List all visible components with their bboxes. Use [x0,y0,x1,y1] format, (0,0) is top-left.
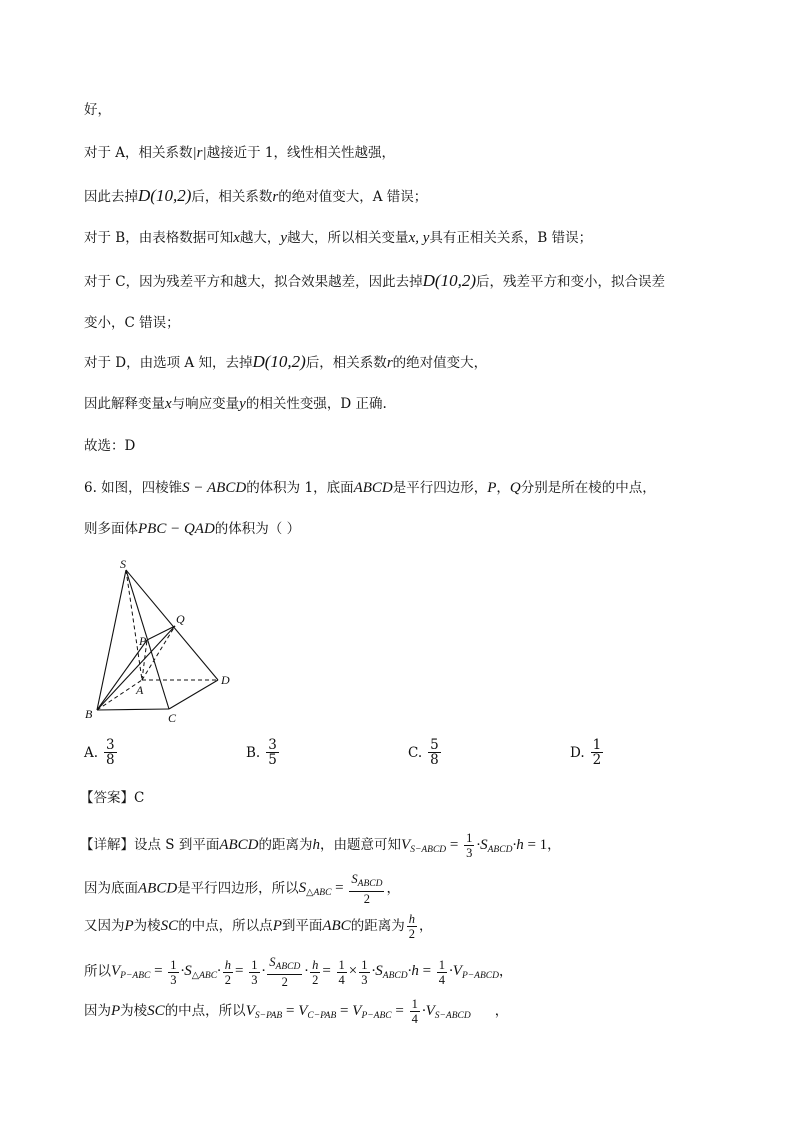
solution-line: 【详解】设点 S 到平面ABCD的距离为h，由题意可知$V_{S-ABCD}$ = $\frac{1}{3}$ $\cdot S_{ABCD}\cdot h = 1$， [80,831,561,860]
option-fraction: $\frac{1}{2}$ [592,737,602,768]
option-a[interactable] [84,738,119,767]
option-label: D. [570,744,585,761]
question-line: 6. 如图，四棱锥S − ABCD的体积为 1，底面ABCD是平行四边形，P，Q分别是所在棱的中点， [84,480,656,496]
solution-line: 因为底面ABCD是平行四边形，所以$S_{\triangle ABC}$ = $\frac{S_{ABCD}}{2}$ ， [84,872,400,906]
text-line: 对于 B，由表格数据可知x越大，y越大，所以相关变量x, y具有正相关关系，B 错误； [84,230,593,246]
option-fraction: $\frac{3}{8}$ [106,737,115,768]
option-c[interactable] [408,738,443,767]
text-line: 好， [84,102,111,118]
option-d[interactable] [570,738,605,767]
solution-line: 又因为P为棱SC的中点，所以点P到平面ABC的距离为 $\frac{h}{2}$ ， [84,912,433,941]
option-label: C. [408,744,423,761]
vertex-label-a: A [136,683,144,697]
text-line: 对于 C，因为残差平方和越大，拟合效果越差，因此去掉D(10,2)后，残差平方和变小，拟合误差 [84,271,665,290]
vertex-label-c: C [168,711,177,725]
solution-line: 所以$V_{P-ABC}$ = $\frac{1}{3}$ $\cdot S_{\triangle ABC}\cdot$ $\frac{h}{2}$ = $\frac{1}{3}$ · $\frac{S_{ABCD}}{2}$ · $\frac{h}{2}$ = $\frac{1}{4}$ × $\frac{1}{3}$ $\cdot S_{ABCD}\cdot h$ = $\frac{1}{4}$ $\cdot V_{P-ABCD}$， [84,955,513,989]
option-label: B. [246,744,261,761]
vertex-label-d: D [221,673,230,687]
edge-pq [147,626,175,640]
option-fraction: $\frac{3}{5}$ [268,737,277,768]
text-line: 故选：D [84,438,136,454]
vertex-label-q: Q [176,612,185,626]
option-fraction: $\frac{5}{8}$ [430,737,439,768]
vertex-label-b: B [85,707,93,721]
option-b[interactable] [246,738,281,767]
text-line: 对于 A，相关系数|r|越接近于 1，线性相关性越强， [84,145,396,161]
pyramid-figure [80,552,260,732]
text-line: 因此解释变量x与响应变量y的相关性变强，D 正确. [84,396,387,412]
solution-line: 因为P为棱SC的中点，所以$V_{S-PAB} = V_{C-PAB} = V_{P-ABC}$ = $\frac{1}{4}$ $\cdot V_{S-ABCD}$ ， [84,997,509,1026]
answer-line: 【答案】C [80,790,145,806]
vertex-label-p: P [139,634,147,648]
text-line: 变小，C 错误； [84,315,180,331]
option-label: A. [84,744,99,761]
edge-cd [169,680,218,709]
edge-bq [97,626,175,710]
text-line: 对于 D，由选项 A 知，去掉D(10,2)后，相关系数r的绝对值变大， [84,352,488,371]
text-line: 因此去掉D(10,2)后，相关系数r的绝对值变大，A 错误； [84,186,428,205]
edge-bc [97,709,169,710]
question-line: 则多面体PBC − QAD的体积为（ ） [84,521,301,537]
vertex-label-s: S [120,557,126,571]
